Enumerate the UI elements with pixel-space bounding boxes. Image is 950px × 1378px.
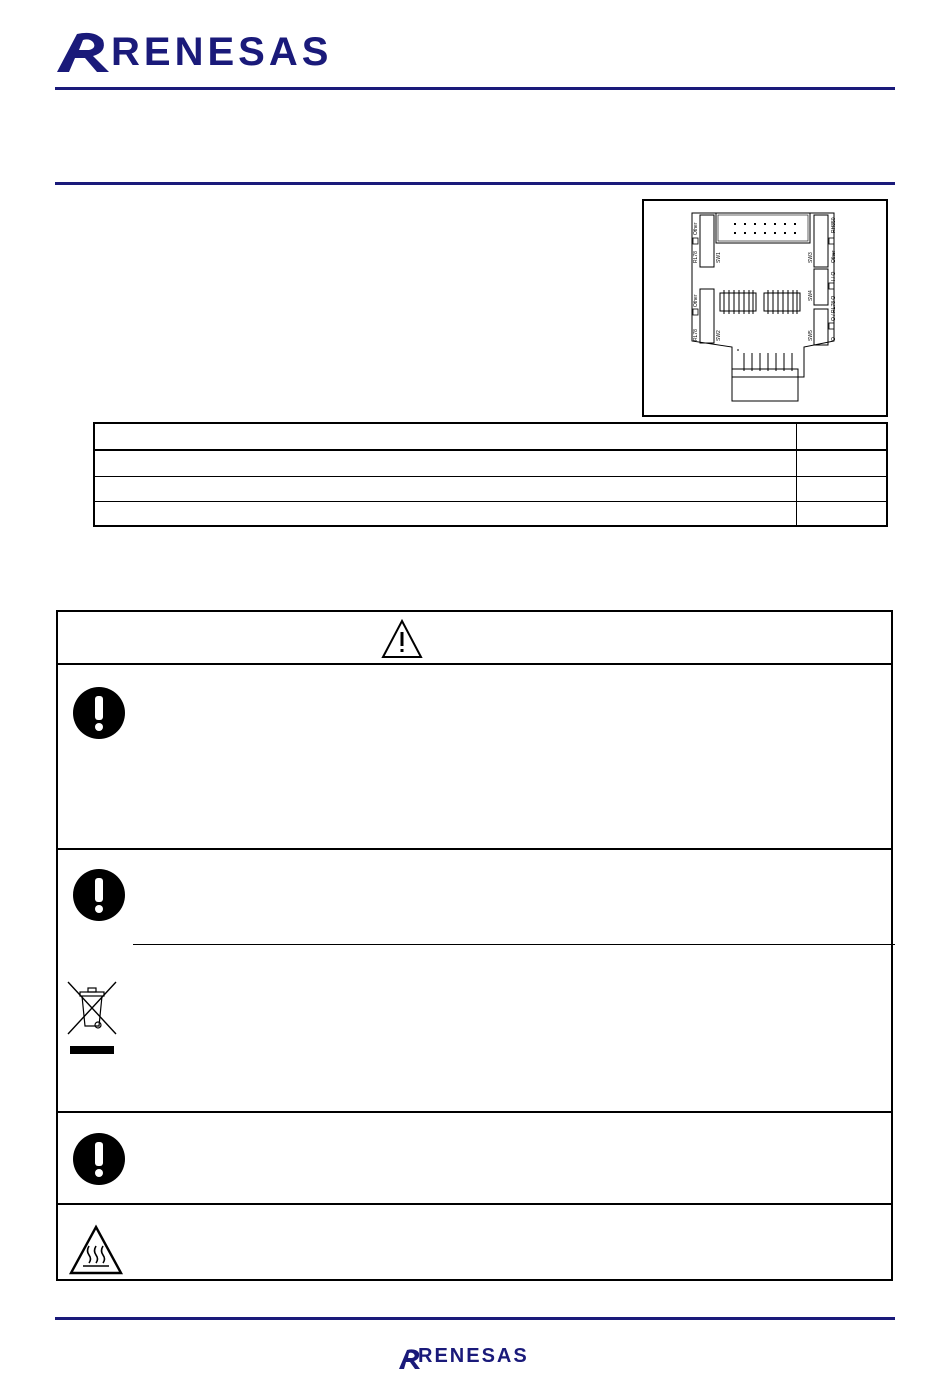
- label-rh850: RH850: [831, 217, 837, 233]
- mandatory-exclamation-icon: [72, 1132, 126, 1191]
- warning-triangle-icon: [380, 618, 424, 665]
- label-other-top-right: Other: [831, 250, 837, 263]
- label-sw1: SW1: [716, 252, 722, 263]
- renesas-footer-logo-icon: [398, 1347, 420, 1371]
- caution-separator-2: [133, 944, 895, 945]
- label-other-top-left: Other: [693, 222, 699, 235]
- header-rule-top: [55, 87, 895, 90]
- label-other-mid-left: Other: [693, 294, 699, 307]
- label-sw2: SW2: [716, 330, 722, 341]
- label-sw4: SW4: [808, 290, 814, 301]
- header-rule-bottom: [55, 182, 895, 185]
- table-row: [95, 502, 886, 525]
- label-o-bottom: O: [831, 337, 837, 341]
- footer-logo-text: RENESAS: [418, 1345, 529, 1367]
- table-row: [95, 451, 886, 477]
- board-figure: [642, 199, 888, 417]
- spec-table: [93, 422, 888, 527]
- footer-rule: [55, 1317, 895, 1320]
- weee-crossed-bin-icon: [66, 978, 118, 1063]
- caution-separator-1: [58, 848, 891, 850]
- label-o-rl78-o: O / RL78 O: [831, 295, 837, 321]
- label-rl78-top-left: RL78: [693, 251, 699, 263]
- caution-block: [56, 610, 893, 1281]
- mandatory-exclamation-icon: [72, 686, 126, 745]
- caution-header-separator: [58, 663, 891, 665]
- label-sw5: SW5: [808, 330, 814, 341]
- label-io: I / O: [831, 271, 837, 281]
- header-logo: [55, 28, 375, 78]
- caution-separator-3: [58, 1111, 891, 1113]
- header-logo-text: RENESAS: [111, 30, 333, 74]
- mandatory-exclamation-icon: [72, 868, 126, 927]
- caution-separator-4: [58, 1203, 891, 1205]
- board-diagram: [644, 201, 886, 415]
- label-sw3: SW3: [808, 252, 814, 263]
- table-row: [95, 477, 886, 502]
- label-rl78-mid-left: RL78: [693, 329, 699, 341]
- table-header-row: [95, 424, 886, 451]
- table-column-divider: [796, 424, 797, 525]
- hot-surface-icon: [68, 1224, 124, 1281]
- footer-logo: [398, 1345, 558, 1373]
